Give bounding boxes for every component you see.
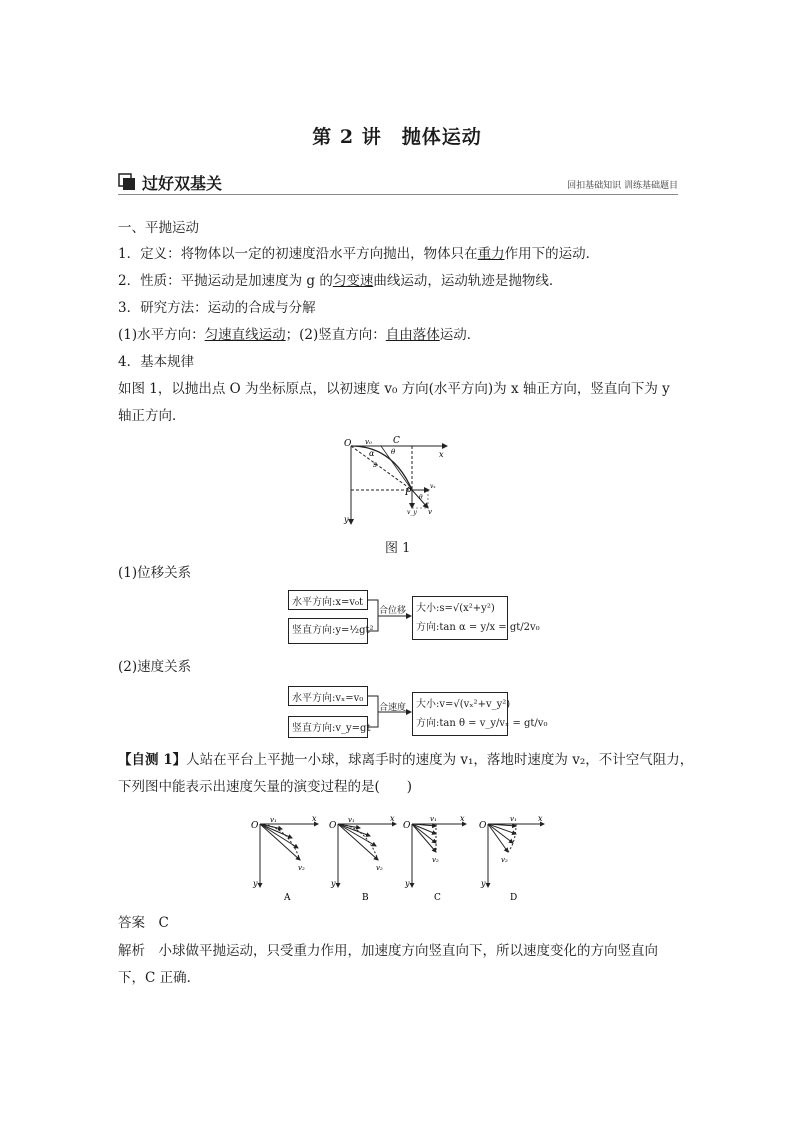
choice-b-diagram — [329, 814, 396, 903]
fig-intro-line-2: 轴正方向． — [118, 408, 186, 424]
label-x: x — [439, 450, 444, 459]
question-line-1 — [118, 750, 693, 770]
label-x: x — [312, 814, 317, 823]
label-v1: v₁ — [430, 815, 437, 823]
label-v2: v₂ — [501, 856, 508, 864]
label-theta: θ — [391, 448, 396, 456]
label-O: O — [329, 821, 337, 831]
label-O: O — [403, 821, 411, 831]
label-P: P — [405, 488, 412, 498]
label-v: v — [428, 508, 432, 516]
fig-intro-line-1: 如图 1，以抛出点 O 为坐标原点，以初速度 v₀ 方向(水平方向)为 x 轴正方向，竖直向下为 y — [118, 381, 670, 397]
label-v1: v₁ — [348, 816, 355, 824]
label-alpha: α — [369, 449, 375, 458]
blank-answer: 重力 — [477, 246, 505, 262]
disp-magnitude: 大小:s=√(x²+y²) — [416, 603, 495, 614]
label-s: s — [373, 460, 378, 469]
displacement-diagram — [288, 588, 540, 646]
direction-line — [118, 325, 480, 345]
analysis-line-2: 下，C 正确． — [118, 970, 201, 986]
label-y: y — [253, 879, 258, 888]
section-label: 过好双基关 — [142, 174, 223, 193]
definition-line — [118, 244, 599, 264]
label-x: x — [460, 814, 465, 823]
text: 作用下的运动． — [504, 246, 600, 262]
label-v1: v₁ — [510, 815, 517, 823]
text: ；(2)竖直方向： — [285, 327, 386, 343]
vel-horizontal-box: 水平方向:vₓ=v₀ — [288, 686, 368, 706]
method-line: 3．研究方法：运动的合成与分解 — [118, 300, 316, 316]
label-vy: v_y — [407, 509, 417, 516]
blank-answer: 匀速直线运动 — [204, 327, 286, 343]
question-tag: 【自测 1】 — [118, 752, 187, 768]
property-line — [118, 271, 562, 291]
choice-a-diagram — [251, 814, 318, 903]
label-y: y — [405, 879, 410, 888]
label-theta-p: θ — [419, 494, 423, 501]
section-subtitle: 回扣基础知识 训练基础题目 — [567, 181, 678, 191]
label-y: y — [331, 879, 336, 888]
velocity-heading: (2)速度关系 — [118, 659, 192, 675]
blank-answer: 匀变速 — [332, 273, 374, 289]
law-heading: 4．基本规律 — [118, 354, 195, 370]
choice-diagrams — [248, 812, 548, 904]
choice-d-diagram — [479, 814, 544, 903]
label-y: y — [344, 515, 349, 524]
vel-vertical-box: 竖直方向:v_y=gt — [288, 716, 368, 738]
answer-line: 答案 C — [118, 915, 169, 931]
disp-combined-label: 合位移 — [379, 606, 407, 616]
label-C: C — [393, 436, 400, 446]
figure-1 — [335, 432, 465, 532]
displacement-heading: (1)位移关系 — [118, 565, 192, 581]
text: 1．定义：将物体以一定的初速度沿水平方向抛出，物体只在 — [118, 246, 478, 262]
label-v2: v₂ — [432, 856, 439, 864]
vel-result-box — [412, 692, 548, 736]
label-v2: v₂ — [376, 864, 383, 872]
text: (1)水平方向： — [118, 327, 205, 343]
label-O: O — [479, 821, 487, 831]
velocity-diagram — [288, 684, 548, 740]
section-header — [118, 170, 678, 196]
disp-vertical-box: 竖直方向:y=½gt² — [288, 618, 368, 644]
label-x: x — [390, 814, 395, 823]
question-line-2: 下列图中能表示出速度矢量的演变过程的是( ) — [118, 779, 413, 795]
text: 2．性质：平抛运动是加速度为 g 的 — [118, 273, 333, 289]
figure-1-caption: 图 1 — [385, 541, 411, 556]
section-rule — [118, 194, 678, 195]
label-v2: v₂ — [298, 864, 305, 872]
vel-magnitude: 大小:v=√(vₓ²+v_y²) — [416, 699, 511, 710]
disp-direction: 方向:tan α = y/x = gt/2v₀ — [416, 622, 540, 633]
text: 运动． — [439, 327, 481, 343]
label-O: O — [251, 821, 259, 831]
label-x: x — [538, 814, 543, 823]
tangent-line — [381, 446, 412, 490]
disp-horizontal-box: 水平方向:x=v₀t — [288, 590, 368, 610]
analysis-line-1: 解析 小球做平抛运动，只受重力作用，加速度方向竖直向下，所以速度变化的方向竖直向 — [118, 943, 658, 959]
vel-combined-label: 合速度 — [379, 703, 407, 713]
label-v1: v₁ — [270, 816, 277, 824]
square-icon — [118, 173, 136, 191]
page-title: 第 2 讲 抛体运动 — [312, 126, 482, 148]
heading-projectile: 一、平抛运动 — [118, 220, 199, 236]
question-text: 人站在平台上平抛一小球，球离手时的速度为 v₁，落地时速度为 v₂，不计空气阻力， — [186, 752, 694, 768]
text: 曲线运动，运动轨迹是抛物线． — [373, 273, 563, 289]
vel-direction: 方向:tan θ = v_y/vₓ = gt/v₀ — [416, 718, 548, 729]
label-C: C — [434, 893, 441, 903]
label-A: A — [284, 893, 291, 903]
label-vx: vₓ — [430, 483, 436, 490]
displacement-line — [351, 446, 412, 490]
label-y: y — [481, 879, 486, 888]
disp-result-box — [412, 596, 540, 640]
label-D: D — [510, 893, 518, 903]
blank-answer: 自由落体 — [385, 327, 440, 343]
label-O: O — [344, 439, 352, 449]
disp-connector — [368, 588, 412, 646]
choice-c-diagram — [403, 814, 466, 903]
label-v0: v₀ — [365, 438, 372, 446]
label-B: B — [362, 893, 369, 903]
